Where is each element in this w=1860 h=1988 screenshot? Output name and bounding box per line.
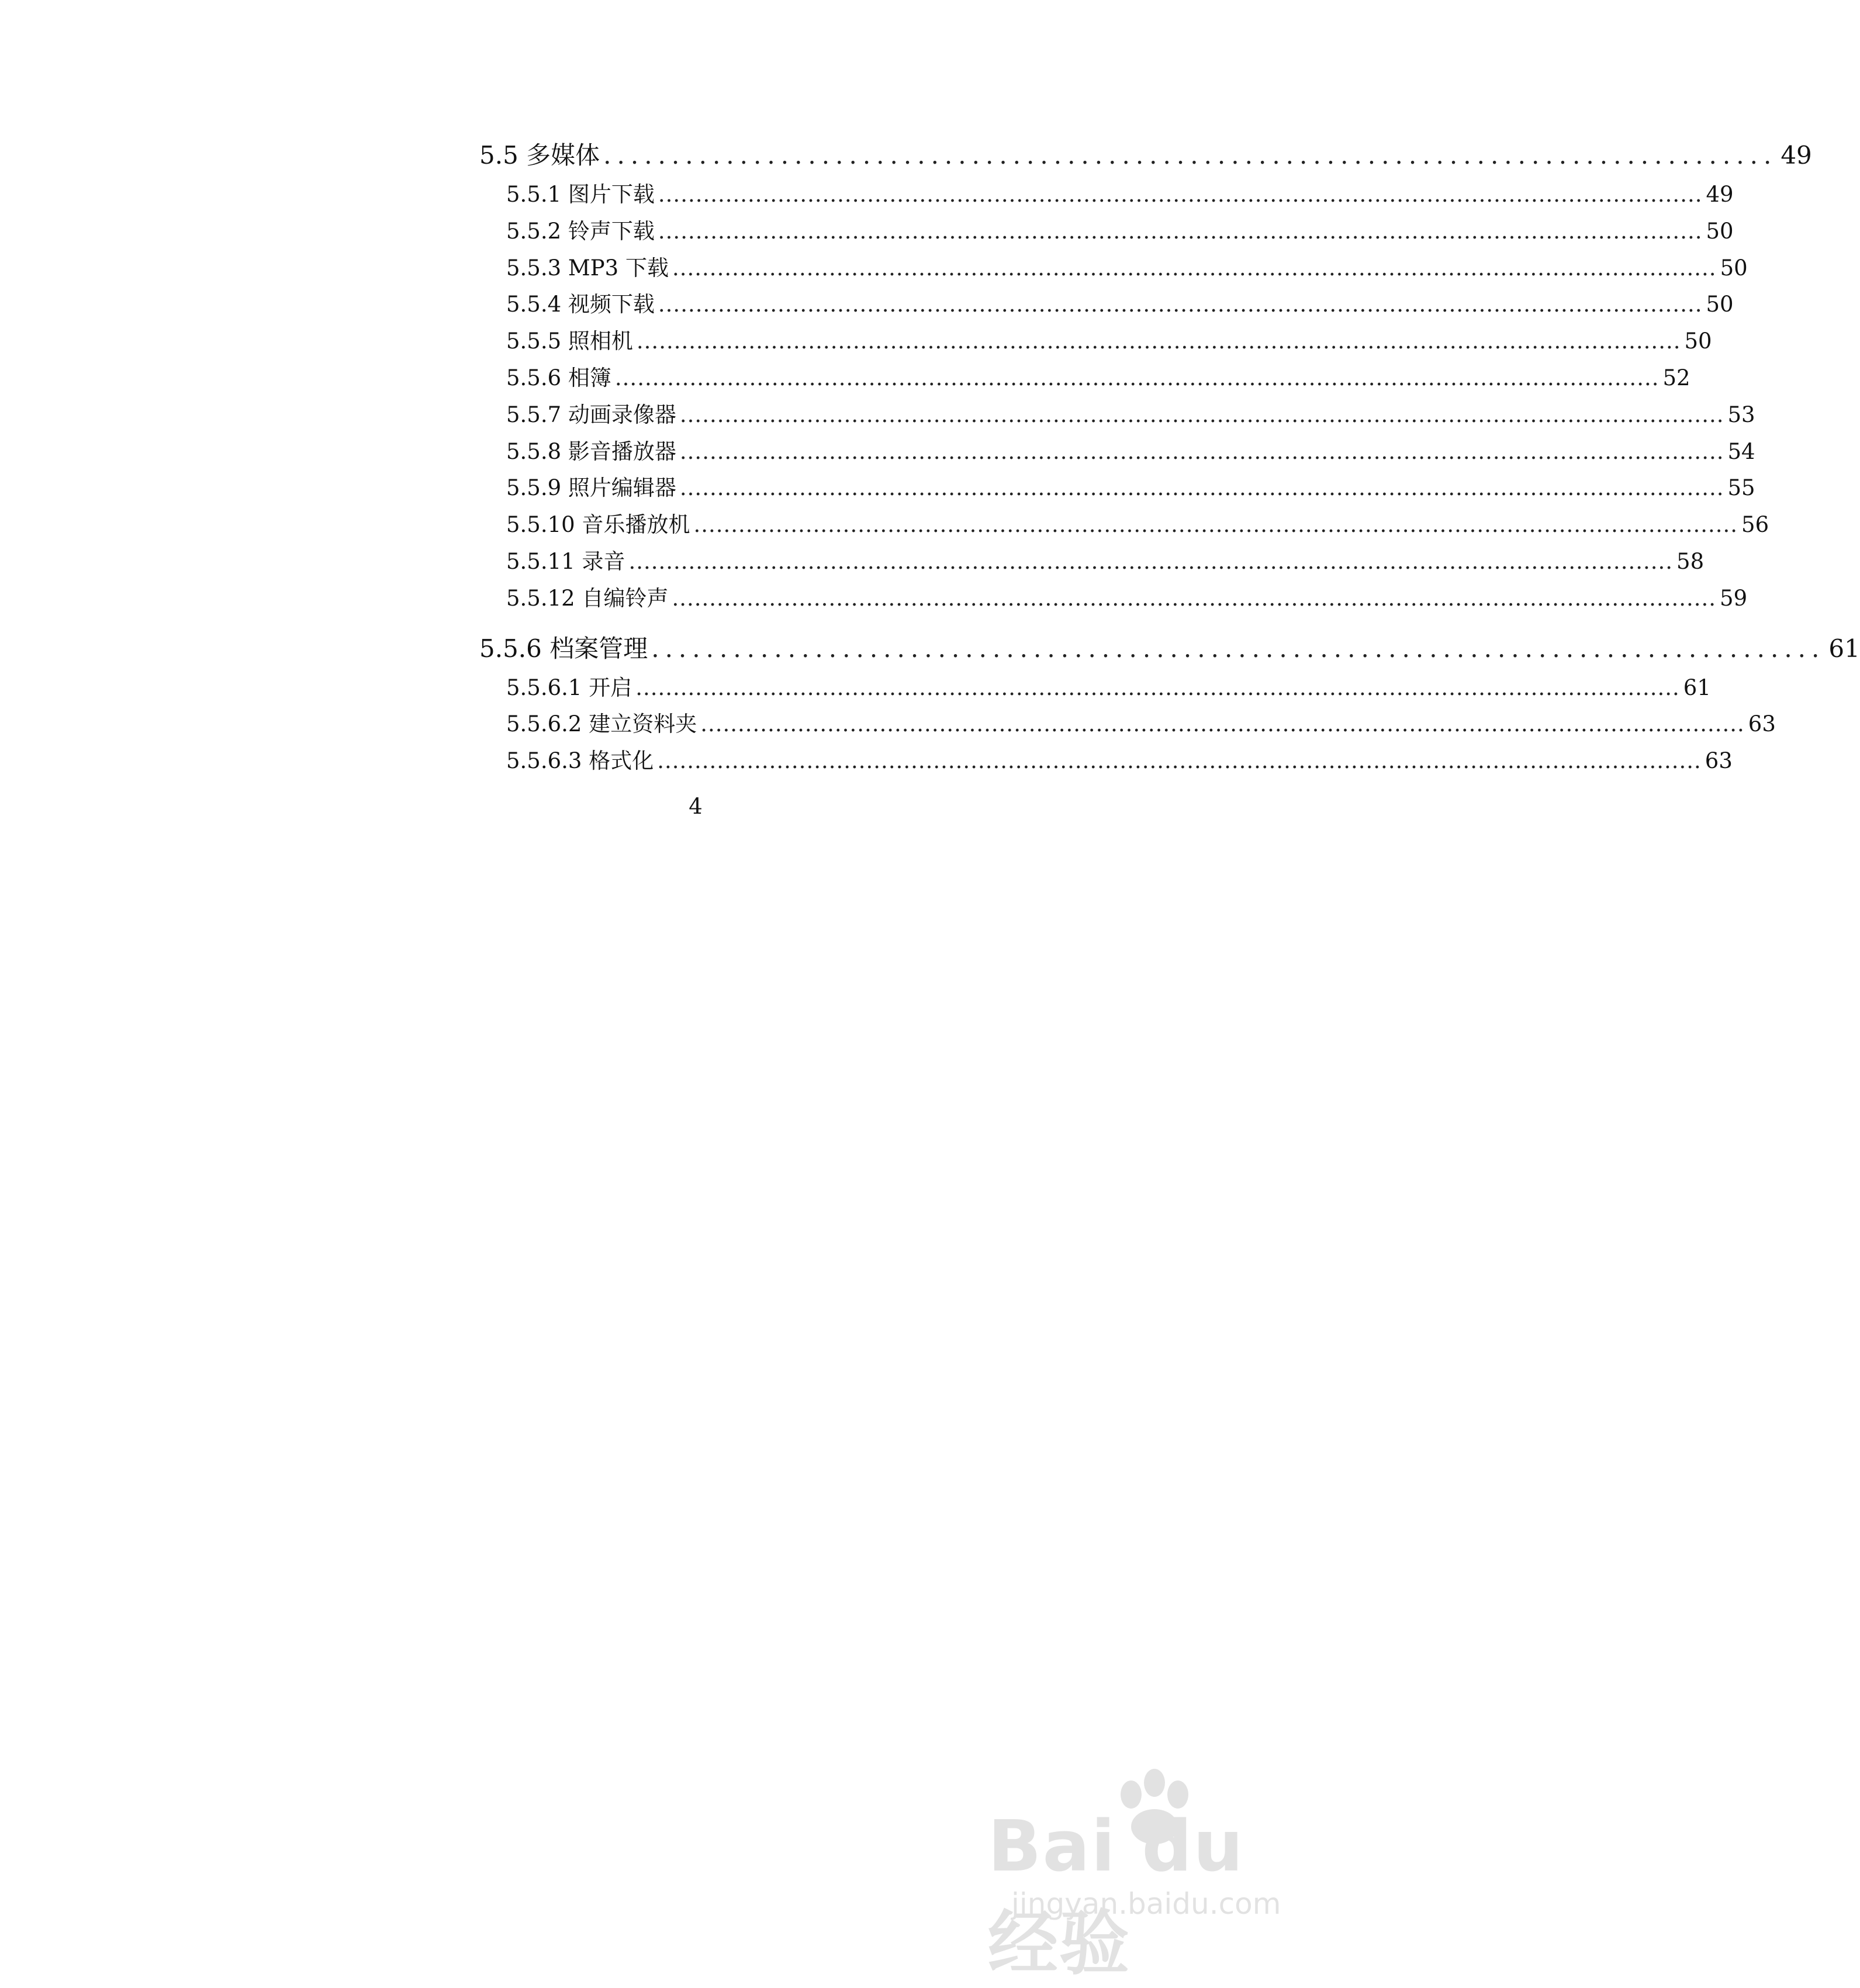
dot-leader: ......................................................................................	[603, 141, 1778, 170]
toc-entry[interactable]	[479, 580, 1748, 617]
toc-entry-label: 5.5.7 动画录像器	[506, 402, 676, 427]
dot-leader: ............................................................................................................................................	[679, 402, 1724, 427]
toc-entry-page: 49	[1706, 182, 1734, 207]
toc-entry[interactable]	[479, 670, 1711, 707]
toc-entry[interactable]	[479, 360, 1690, 397]
toc-entry[interactable]	[479, 134, 1812, 177]
toc-entry-page: 49	[1781, 141, 1812, 170]
dot-leader: ............................................................................................................................................	[672, 255, 1717, 281]
dot-leader: ............................................................................................................................................	[679, 475, 1724, 501]
toc-entry-label: 5.5 多媒体	[479, 141, 600, 170]
watermark	[988, 1765, 1339, 1984]
toc-entry[interactable]	[479, 706, 1776, 743]
toc-entry[interactable]	[479, 250, 1748, 287]
toc-entry-page: 50	[1706, 218, 1734, 244]
toc-entry-page: 58	[1676, 548, 1705, 574]
toc-entry-page: 61	[1683, 675, 1711, 700]
dot-leader: ............................................................................................................................................	[636, 329, 1681, 354]
dot-leader: ............................................................................................................................................	[635, 675, 1680, 700]
toc-entry[interactable]	[479, 628, 1860, 670]
toc-entry-label: 5.5.6.2 建立资料夹	[506, 711, 697, 737]
toc-entry[interactable]	[479, 507, 1769, 544]
toc-entry[interactable]	[479, 470, 1755, 507]
toc-entry-label: 5.5.8 影音播放器	[506, 438, 676, 464]
toc-entry-page: 50	[1684, 329, 1712, 354]
toc-entry-label: 5.5.1 图片下载	[506, 182, 655, 207]
toc-entry-label: 5.5.6.3 格式化	[506, 748, 654, 774]
toc-entry[interactable]	[479, 323, 1712, 360]
toc-entry-page: 52	[1662, 365, 1690, 390]
dot-leader: ............................................................................................................................................	[693, 512, 1738, 538]
table-of-contents	[479, 134, 1860, 780]
toc-entry-page: 54	[1727, 438, 1755, 464]
watermark-text: Bai du 经验	[988, 1806, 1244, 1984]
dot-leader: ............................................................................................................................................	[658, 292, 1703, 317]
dot-leader: ............................................................................................................................................	[657, 748, 1702, 774]
toc-entry-label: 5.5.5 照相机	[506, 329, 633, 354]
toc-entry-page: 50	[1720, 255, 1748, 281]
toc-entry-label: 5.5.4 视频下载	[506, 292, 655, 317]
dot-leader: ............................................................................................................................................	[658, 182, 1703, 207]
toc-entry-label: 5.5.9 照片编辑器	[506, 475, 676, 501]
toc-entry-page: 56	[1741, 512, 1769, 538]
toc-entry[interactable]	[479, 177, 1734, 213]
toc-entry-label: 5.5.10 音乐播放机	[506, 512, 690, 538]
toc-entry[interactable]	[479, 397, 1755, 434]
toc-entry[interactable]	[479, 743, 1733, 780]
toc-entry-label: 5.5.6 档案管理	[479, 634, 648, 663]
toc-entry[interactable]	[479, 213, 1734, 250]
toc-entry-label: 5.5.6 相簿	[506, 365, 611, 390]
toc-entry-page: 50	[1706, 292, 1734, 317]
toc-entry[interactable]	[479, 544, 1705, 580]
dot-leader: ............................................................................................................................................	[700, 711, 1745, 737]
dot-leader: ............................................................................................................................................	[628, 548, 1674, 574]
toc-entry-page: 53	[1727, 402, 1755, 427]
toc-entry-page: 55	[1727, 475, 1755, 501]
toc-entry-label: 5.5.3 MP3 下载	[506, 255, 669, 281]
toc-entry-label: 5.5.11 录音	[506, 548, 625, 574]
page-number: 4	[689, 794, 703, 819]
toc-entry-page: 63	[1748, 711, 1776, 737]
toc-entry-page: 63	[1705, 748, 1733, 774]
toc-entry-label: 5.5.6.1 开启	[506, 675, 632, 700]
toc-entry-page: 59	[1720, 585, 1748, 611]
dot-leader: ............................................................................................................................................	[672, 585, 1717, 611]
toc-entry-page: 61	[1828, 634, 1860, 663]
toc-entry-label: 5.5.2 铃声下载	[506, 218, 655, 244]
watermark-url: jingyan.baidu.com	[1011, 1887, 1281, 1921]
dot-leader: ............................................................................................................................................	[614, 365, 1660, 390]
dot-leader: ......................................................................................	[651, 634, 1826, 663]
toc-entry-label: 5.5.12 自编铃声	[506, 585, 669, 611]
toc-entry[interactable]	[479, 286, 1734, 323]
toc-entry[interactable]	[479, 434, 1755, 471]
dot-leader: ............................................................................................................................................	[679, 438, 1724, 464]
dot-leader: ............................................................................................................................................	[658, 218, 1703, 244]
